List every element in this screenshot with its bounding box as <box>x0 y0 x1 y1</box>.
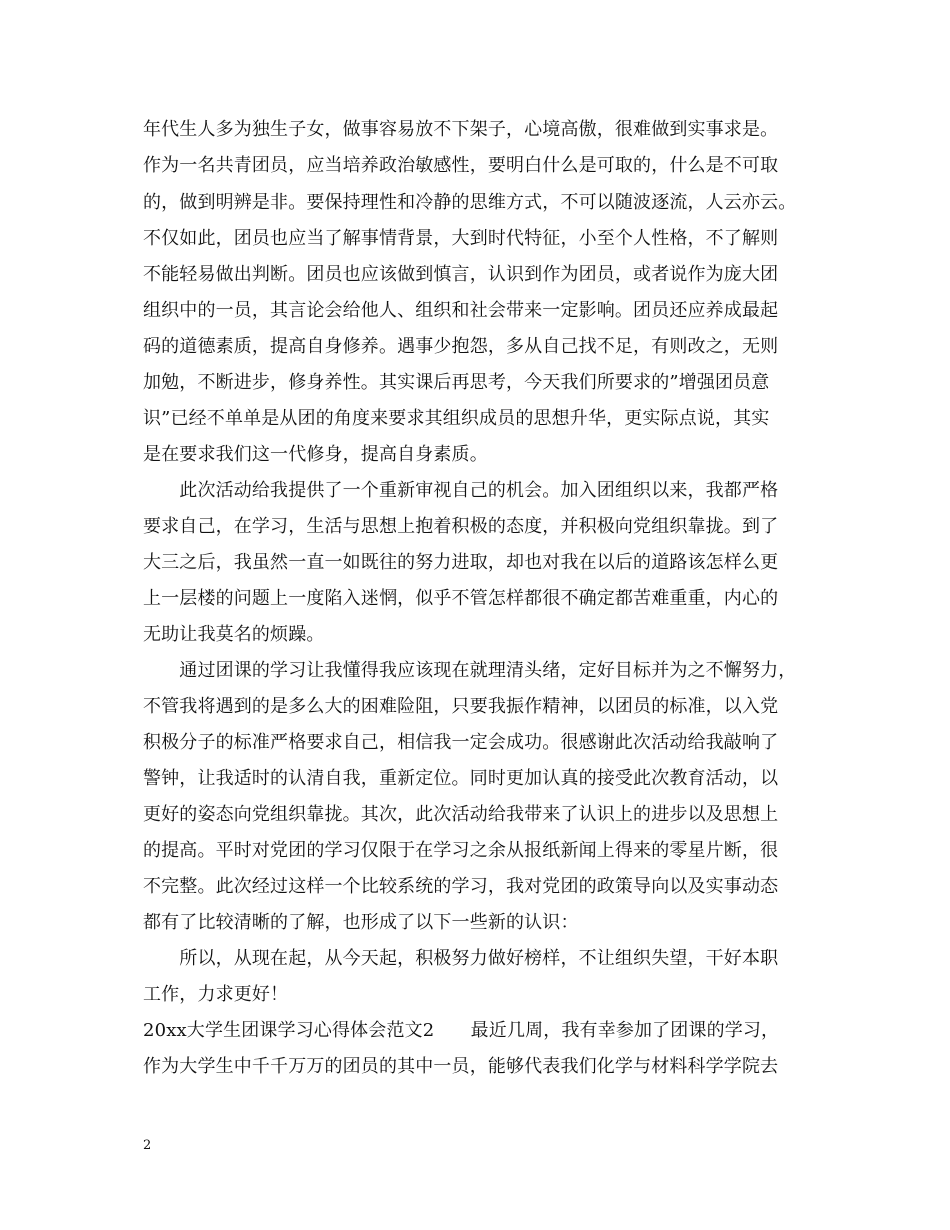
text-line: 码的道德素质，提高自身修养。遇事少抱怨，多从自己找不足，有则改之，无则 <box>143 336 779 357</box>
text-line: 通过团课的学习让我懂得我应该现在就理清头绪，定好目标并为之不懈努力， <box>143 660 797 681</box>
text-line: 不仅如此，团员也应当了解事情背景，大到时代特征，小至个人性格，不了解则 <box>143 228 779 249</box>
text-line: 作为大学生中千千万万的团员的其中一员，能够代表我们化学与材料科学学院去 <box>143 1056 779 1077</box>
text-line: 积极分子的标准严格要求自己，相信我一定会成功。很感谢此次活动给我敲响了 <box>143 732 779 753</box>
page-number: 2 <box>143 1138 152 1153</box>
text-line: 的提高。平时对党团的学习仅限于在学习之余从报纸新闻上得来的零星片断，很 <box>143 840 779 861</box>
text-line: 上一层楼的问题上一度陷入迷惘，似乎不管怎样都很不确定都苦难重重，内心的 <box>143 588 779 609</box>
text-line: 无助让我莫名的烦躁。 <box>143 624 325 645</box>
text-line: 识”已经不单单是从团的角度来要求其组织成员的思想升华，更实际点说，其实 <box>143 408 770 429</box>
text-line: 作为一名共青团员，应当培养政治敏感性，要明白什么是可取的，什么是不可取 <box>143 155 779 176</box>
text-line: 都有了比较清晰的了解，也形成了以下一些新的认识： <box>143 912 579 933</box>
text-line: 更好的姿态向党组织靠拢。其次，此次活动给我带来了认识上的进步以及思想上 <box>143 804 779 825</box>
text-line: 不能轻易做出判断。团员也应该做到慎言，认识到作为团员，或者说作为庞大团 <box>143 264 779 285</box>
text-line: 加勉，不断进步，修身养性。其实课后再思考，今天我们所要求的”增强团员意 <box>143 372 770 393</box>
text-line: 20xx大学生团课学习心得体会范文2 最近几周，我有幸参加了团课的学习， <box>143 1020 780 1041</box>
text-line: 警钟，让我适时的认清自我，重新定位。同时更加认真的接受此次教育活动，以 <box>143 768 779 789</box>
text-line: 的，做到明辨是非。要保持理性和冷静的思维方式，不可以随波逐流，人云亦云。 <box>143 192 797 213</box>
text-line: 组织中的一员，其言论会给他人、组织和社会带来一定影响。团员还应养成最起 <box>143 300 779 321</box>
text-line: 不管我将遇到的是多么大的困难险阻，只要我振作精神，以团员的标准，以入党 <box>143 696 779 717</box>
text-line: 要求自己，在学习，生活与思想上抱着积极的态度，并积极向党组织靠拢。到了 <box>143 516 779 537</box>
text-line: 年代生人多为独生子女，做事容易放不下架子，心境高傲，很难做到实事求是。 <box>143 119 779 140</box>
text-line: 大三之后，我虽然一直一如既往的努力进取，却也对我在以后的道路该怎样么更 <box>143 552 779 573</box>
text-line: 所以，从现在起，从今天起，积极努力做好榜样，不让组织失望，干好本职 <box>143 948 779 969</box>
text-line: 工作，力求更好！ <box>143 984 289 1005</box>
text-line: 此次活动给我提供了一个重新审视自己的机会。加入团组织以来，我都严格 <box>143 480 779 501</box>
text-line: 是在要求我们这一代修身，提高自身素质。 <box>143 444 488 465</box>
text-line: 不完整。此次经过这样一个比较系统的学习，我对党团的政策导向以及实事动态 <box>143 876 779 897</box>
